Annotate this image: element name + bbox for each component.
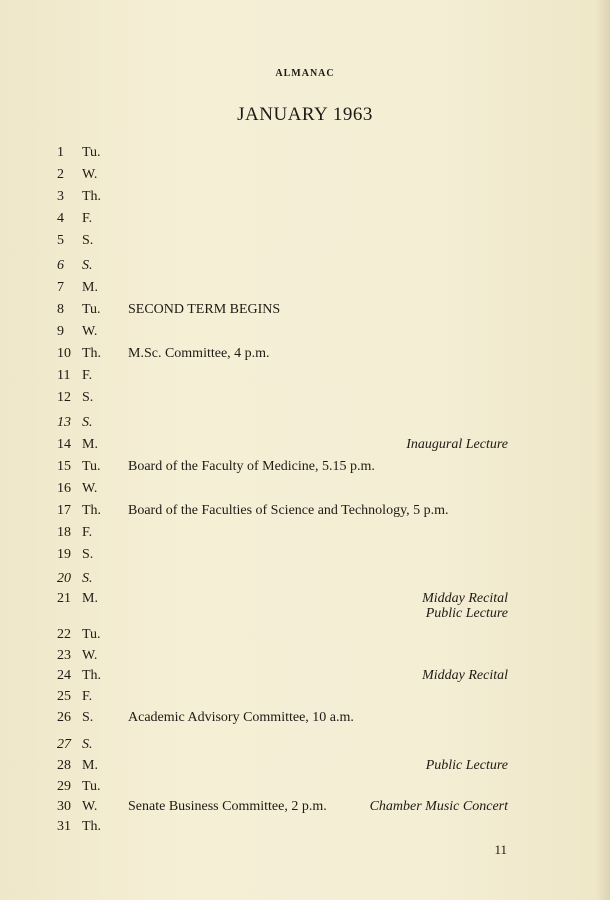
day-number: 15 (57, 459, 71, 474)
weekday: Tu. (82, 459, 101, 474)
weekday: S. (82, 547, 94, 562)
day-number: 31 (57, 819, 71, 834)
calendar-row (0, 346, 610, 368)
weekday: W. (82, 324, 98, 339)
calendar-row-sunday (0, 415, 610, 437)
day-number: 23 (57, 648, 71, 663)
calendar-row (0, 627, 610, 649)
weekday: S. (82, 571, 93, 586)
weekday: W. (82, 167, 98, 182)
day-number: 22 (57, 627, 71, 642)
calendar-row (0, 799, 610, 821)
event-text: Board of the Faculties of Science and Technology, 5 p.m. (128, 503, 449, 518)
calendar-row (0, 689, 610, 711)
calendar-row (0, 280, 610, 302)
weekday: M. (82, 758, 98, 773)
weekday: M. (82, 437, 98, 452)
page-number: 11 (494, 842, 507, 857)
weekday: W. (82, 481, 98, 496)
month-title: JANUARY 1963 (237, 104, 373, 125)
calendar-row (0, 324, 610, 346)
weekday: W. (82, 799, 98, 814)
weekday: Th. (82, 503, 102, 518)
weekday: Tu. (82, 779, 101, 794)
event-note-second: Public Lecture (425, 606, 508, 621)
day-number: 17 (57, 503, 71, 518)
calendar-row (0, 459, 610, 481)
calendar-row (0, 302, 610, 324)
day-number: 8 (57, 302, 64, 317)
day-number: 16 (57, 481, 71, 496)
weekday: Th. (82, 346, 102, 361)
day-number: 2 (57, 167, 64, 182)
weekday: Th. (82, 668, 102, 683)
calendar-row (0, 819, 610, 841)
weekday: Tu. (82, 627, 101, 642)
day-number: 21 (57, 591, 71, 606)
weekday: M. (82, 591, 98, 606)
day-number: 13 (57, 415, 71, 430)
running-title: ALMANAC (275, 68, 335, 79)
calendar-row (0, 189, 610, 211)
event-note: Public Lecture (425, 758, 508, 773)
event-text: SECOND TERM BEGINS (128, 302, 281, 317)
calendar-row (0, 710, 610, 732)
calendar-row (0, 481, 610, 503)
day-number: 28 (57, 758, 71, 773)
weekday: S. (82, 710, 94, 725)
day-number: 11 (57, 368, 71, 383)
day-number: 25 (57, 689, 71, 704)
calendar-row (0, 390, 610, 412)
day-number: 14 (57, 437, 71, 452)
calendar-row (0, 437, 610, 459)
calendar-row (0, 547, 610, 569)
calendar-row-continuation (0, 606, 610, 628)
weekday: S. (82, 737, 93, 752)
day-number: 30 (57, 799, 71, 814)
calendar-row (0, 779, 610, 801)
event-note: Midday Recital (422, 591, 508, 606)
day-number: 12 (57, 390, 71, 405)
weekday: M. (82, 280, 98, 295)
calendar-row (0, 525, 610, 547)
calendar-row (0, 648, 610, 670)
calendar-row (0, 233, 610, 255)
day-number: 9 (57, 324, 64, 339)
event-text: Board of the Faculty of Medicine, 5.15 p.m. (128, 459, 375, 474)
day-number: 4 (57, 211, 64, 226)
day-number: 3 (57, 189, 64, 204)
calendar-row (0, 368, 610, 390)
weekday: S. (82, 390, 94, 405)
weekday: F. (82, 211, 93, 226)
weekday: S. (82, 258, 93, 273)
day-number: 10 (57, 346, 71, 361)
weekday: F. (82, 525, 93, 540)
event-note: Chamber Music Concert (369, 799, 508, 814)
calendar-row-sunday (0, 258, 610, 280)
day-number: 26 (57, 710, 71, 725)
event-text: Senate Business Committee, 2 p.m. (128, 799, 327, 814)
day-number: 20 (57, 571, 71, 586)
day-number: 5 (57, 233, 64, 248)
calendar-row (0, 503, 610, 525)
calendar-row (0, 668, 610, 690)
day-number: 1 (57, 145, 64, 160)
calendar-row (0, 211, 610, 233)
weekday: Th. (82, 819, 102, 834)
weekday: S. (82, 233, 94, 248)
weekday: W. (82, 648, 98, 663)
day-number: 27 (57, 737, 71, 752)
day-number: 7 (57, 280, 64, 295)
calendar-row-sunday (0, 571, 610, 593)
weekday: Th. (82, 189, 102, 204)
day-number: 6 (57, 258, 64, 273)
weekday: F. (82, 368, 93, 383)
calendar-row (0, 145, 610, 167)
calendar-row (0, 758, 610, 780)
weekday: Tu. (82, 302, 101, 317)
calendar-row (0, 167, 610, 189)
event-note: Midday Recital (422, 668, 508, 683)
calendar-row-sunday (0, 737, 610, 759)
weekday: F. (82, 689, 93, 704)
day-number: 24 (57, 668, 71, 683)
event-text: M.Sc. Committee, 4 p.m. (128, 346, 270, 361)
day-number: 18 (57, 525, 71, 540)
day-number: 29 (57, 779, 71, 794)
day-number: 19 (57, 547, 71, 562)
weekday: Tu. (82, 145, 101, 160)
weekday: S. (82, 415, 93, 430)
event-text: Academic Advisory Committee, 10 a.m. (128, 710, 354, 725)
event-note: Inaugural Lecture (406, 437, 508, 452)
